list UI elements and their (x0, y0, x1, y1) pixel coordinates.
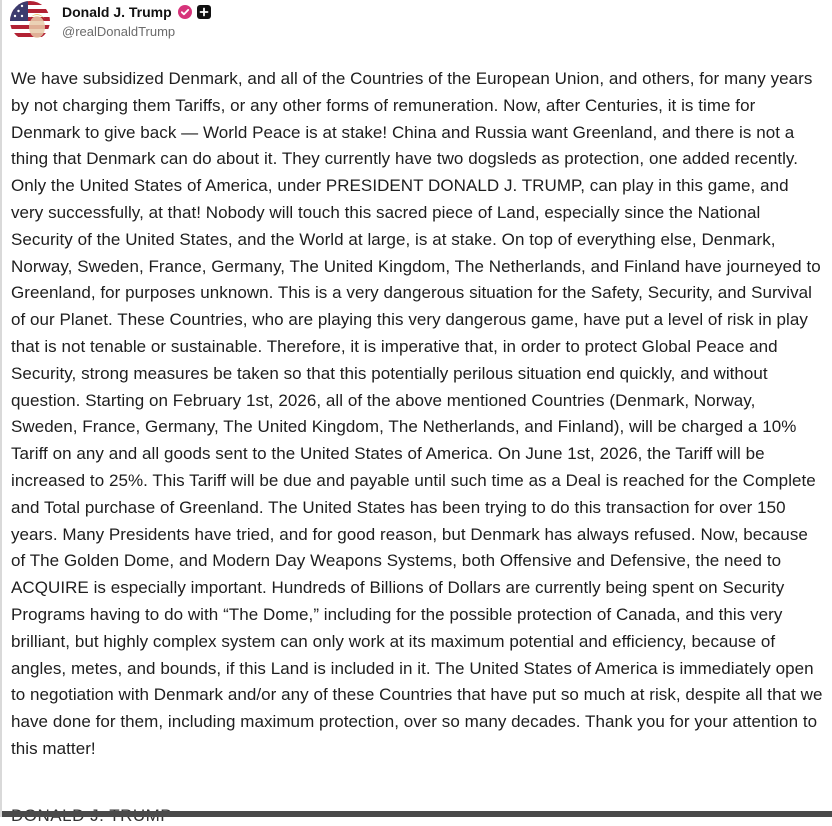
avatar[interactable] (10, 1, 50, 41)
flag-avatar-icon (10, 1, 50, 41)
name-row (62, 1, 211, 23)
verified-check-icon (178, 5, 192, 19)
author-handle[interactable]: @realDonaldTrump (62, 24, 176, 39)
bottom-divider-bar (2, 811, 832, 817)
post-header (10, 0, 211, 46)
plus-square-icon (197, 5, 211, 19)
post-body-text: We have subsidized Denmark, and all of the Countries of the European Union, and others, for many years by not charging them Tariffs, or any other forms of remuneration. Now, after Centuries, it is time for Denmark to give back — World Peace is at stake! China and Russia want Greenland, and there is not a thing that Denmark can do about it. They currently have two dogsleds as protection, one added recently. Only the United States of America, under PRESIDENT DONALD J. TRUMP, can play in this game, and very successfully, at that! Nobody will touch this sacred piece of Land, especially since the National Security of the United States, and the World at large, is at stake. On top of everything else, Denmark, Norway, Sweden, France, Germany, The United Kingdom, The Netherlands, and Finland have journeyed to Greenland, for purposes unknown. This is a very dangerous situation for the Safety, Security, and Survival of our Planet. These Countries, who are playing this very dangerous game, have put a level of risk in play that is not tenable or sustainable. Therefore, it is imperative that, in order to protect Global Peace and Security, strong measures be taken so that this potentially perilous situation end quickly, and without question. Starting on February 1st, 2026, all of the above mentioned Countries (Denmark, Norway, Sweden, France, Germany, The United Kingdom, The Netherlands, and Finland), will be charged a 10% Tariff on any and all goods sent to the United States of America. On June 1st, 2026, the Tariff will be increased to 25%. This Tariff will be due and payable until such time as a Deal is reached for the Complete and Total purchase of Greenland. The United States has been trying to do this transaction for over 150 years. Many Presidents have tried, and for good reason, but Denmark has always refused. Now, because of The Golden Dome, and Modern Day Weapons Systems, both Offensive and Defensive, the need to ACQUIRE is especially important. Hundreds of Billions of Dollars are currently being spent on Security Programs having to do with “The Dome,” including for the possible protection of Canada, and this very brilliant, but highly complex system can only work at its maximum potential and efficiency, because of angles, metes, and bounds, if this Land is included in it. The United States of America is immediately open to negotiation with Denmark and/or any of these Countries that have put so much at risk, despite all that we have done for them, including maximum protection, over so many decades. Thank you for your attention to this matter! (11, 69, 823, 758)
display-name[interactable]: Donald J. Trump (62, 4, 172, 20)
author-identity (62, 1, 211, 39)
